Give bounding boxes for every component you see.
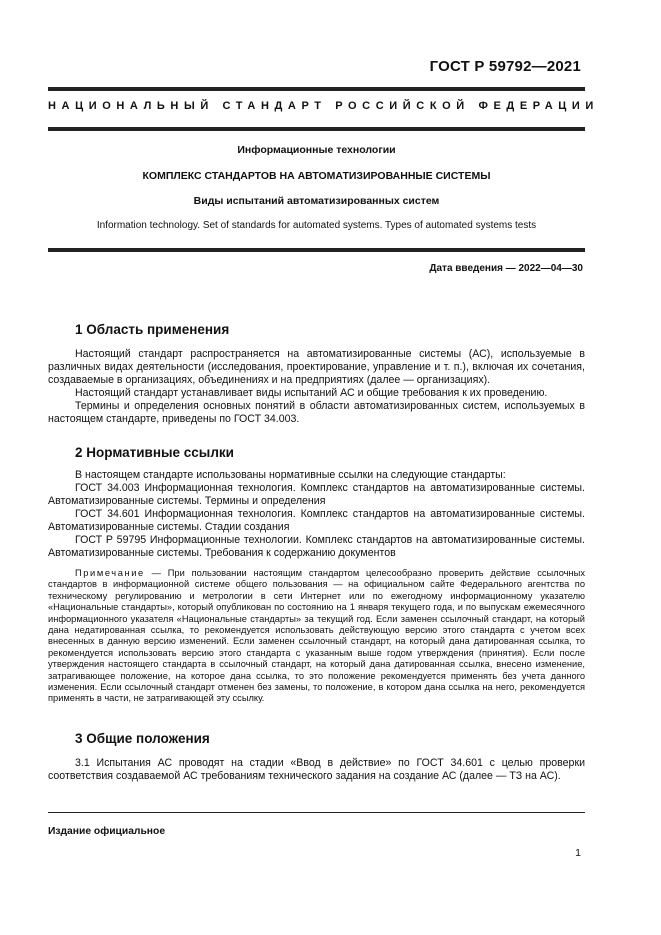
section-2-heading: 2 Нормативные ссылки [75, 445, 234, 460]
reference-item: ГОСТ 34.003 Информационная технология. Комплекс стандартов на автоматизированные системы. Автоматизированные системы. Термины и определения [48, 482, 585, 507]
title-english: Information technology. Set of standards for automated systems. Types of automated systems tests [96, 220, 537, 231]
section-1-heading: 1 Область применения [75, 322, 230, 337]
title-rule [48, 248, 585, 252]
reference-item: ГОСТ Р 59795 Информационные технологии. Комплекс стандартов на автоматизированные системы. Автоматизированные системы. Требования к содержанию документов [48, 534, 585, 559]
title-line-1: Информационные технологии [237, 144, 396, 156]
paragraph: Настоящий стандарт распространяется на автоматизированные системы (АС), используемые в различных видах деятельности (исследования, проектирование, управление и т. п.), включая их сочетания, создаваемые в организациях, объединениях и на предприятиях (далее — организациях). [48, 348, 585, 386]
section-1-body [48, 348, 585, 426]
page-number: 1 [575, 847, 581, 859]
gost-number: ГОСТ Р 59792—2021 [429, 58, 581, 75]
note-text: — При пользовании настоящим стандартом целесообразно проверить действие ссылочных стандартов в информационной системе общего пользования — на официальном сайте Федерального агентства по техническому регулированию и метрологии в сети Интернет или по ежегодному информационному указателю «Национальные стандарты», который опубликован по состоянию на 1 января текущего года, и по выпускам ежемесячного информационного указателя «Национальные стандарты» за текущий год. Если заменен ссылочный стандарт, на который дана недатированная ссылка, то рекомендуется использовать действующую версию этого стандарта с учетом всех внесенных в данную версию изменений. Если заменен ссылочный стандарт, на который дана датированная ссылка, то рекомендуется использовать версию этого стандарта с указанным выше годом утверждения (принятия). Если после утверждения настоящего стандарта в ссылочный стандарт, на который дана датированная ссылка, внесено изменение, затрагивающее положение, на которое дана ссылка, то это положение рекомендуется применять без учета данного изменения. Если ссылочный стандарт отменен без замены, то положение, в котором дана ссылка на него, рекомендуется применять в части, не затрагивающей эту ссылку. [48, 568, 585, 704]
banner-rule [48, 127, 585, 131]
official-edition: Издание официальное [48, 826, 166, 837]
reference-item: ГОСТ 34.601 Информационная технология. Комплекс стандартов на автоматизированные системы. Автоматизированные системы. Стадии создания [48, 508, 585, 533]
paragraph: Термины и определения основных понятий в области автоматизированных систем, используемых в настоящем стандарте, приведены по ГОСТ 34.003. [48, 400, 585, 425]
section-3-body [48, 757, 585, 783]
national-standard-banner: НАЦИОНАЛЬНЫЙ СТАНДАРТ РОССИЙСКОЙ ФЕДЕРАЦИИ [48, 100, 599, 112]
note-block [48, 568, 585, 705]
title-line-3: Виды испытаний автоматизированных систем [193, 195, 440, 207]
note-paragraph [48, 568, 585, 705]
effective-date: Дата введения — 2022—04—30 [429, 263, 583, 274]
paragraph: Настоящий стандарт устанавливает виды испытаний АС и общие требования к их проведению. [75, 387, 548, 399]
section-3-heading: 3 Общие положения [75, 731, 210, 746]
note-label: Примечание [75, 568, 145, 578]
section-2-body [48, 469, 585, 560]
top-rule [48, 87, 585, 91]
footer-rule [48, 812, 585, 813]
paragraph: В настоящем стандарте использованы нормативные ссылки на следующие стандарты: [75, 469, 506, 481]
paragraph: 3.1 Испытания АС проводят на стадии «Ввод в действие» по ГОСТ 34.601 с целью проверки соответствия создаваемой АС требованиям технического задания на создание АС (далее — ТЗ на АС). [48, 757, 585, 782]
title-line-2: КОМПЛЕКС СТАНДАРТОВ НА АВТОМАТИЗИРОВАННЫЕ СИСТЕМЫ [142, 170, 491, 182]
